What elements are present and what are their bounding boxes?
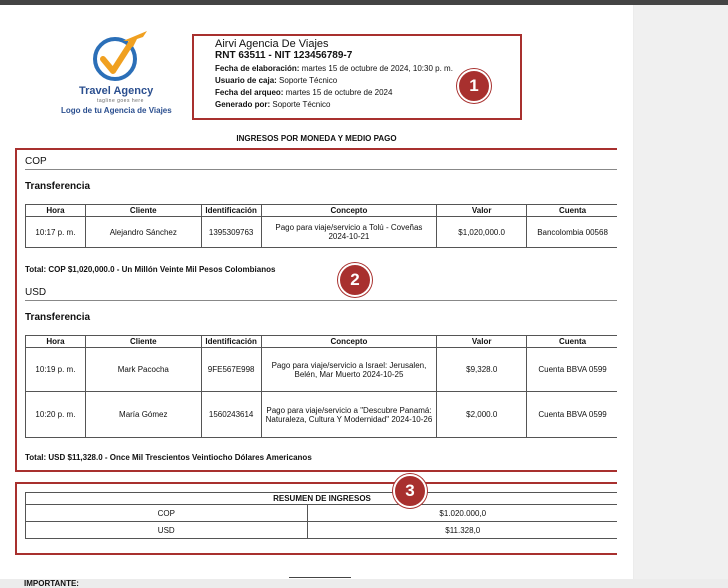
- col-hora: Hora: [26, 336, 86, 348]
- audit-date-value: martes 15 de octubre de 2024: [285, 88, 393, 97]
- col-identificacion: Identificación: [201, 205, 261, 217]
- elaboration-date: [215, 64, 453, 73]
- cell-hora: 10:19 p. m.: [26, 348, 86, 392]
- divider: [25, 300, 619, 301]
- col-hora: Hora: [26, 205, 86, 217]
- plane-globe-icon: [93, 29, 153, 85]
- cell-concepto: Pago para viaje/servicio a Israel: Jerusalen, Belén, Mar Muerto 2024-10-25: [261, 348, 437, 392]
- summary-currency: USD: [26, 522, 308, 539]
- agency-logo: [55, 29, 185, 121]
- usd-method: Transferencia: [25, 312, 91, 323]
- table-row: [26, 505, 619, 522]
- table-row: [26, 217, 619, 248]
- table-row: [26, 392, 619, 438]
- cell-hora: 10:17 p. m.: [26, 217, 86, 248]
- cell-cuenta: Cuenta BBVA 0599: [527, 392, 619, 438]
- cell-cliente: María Gómez: [85, 392, 201, 438]
- audit-date: [215, 88, 392, 97]
- cell-id: 9FE567E998: [201, 348, 261, 392]
- usd-total: Total: USD $11,328.0 - Once Mil Trescientos Veintiocho Dólares Americanos: [25, 453, 312, 462]
- cell-id: 1560243614: [201, 392, 261, 438]
- income-summary-section: [15, 482, 628, 555]
- cashier-user-value: Soporte Técnico: [279, 76, 338, 85]
- audit-date-label: Fecha del arqueo:: [215, 88, 284, 97]
- side-panel: [634, 5, 728, 579]
- cell-cliente: Mark Pacocha: [85, 348, 201, 392]
- generated-by-value: Soporte Técnico: [272, 100, 331, 109]
- vertical-scrollbar[interactable]: [617, 5, 633, 579]
- col-valor: Valor: [437, 205, 527, 217]
- cell-valor: $1,020,000.0: [437, 217, 527, 248]
- cashier-user: [215, 76, 337, 85]
- col-cliente: Cliente: [85, 336, 201, 348]
- badge-2: 2: [338, 263, 372, 297]
- badge-3: 3: [393, 474, 427, 508]
- cell-concepto: Pago para viaje/servicio a "Descubre Panamá: Naturaleza, Cultura Y Modernidad" 2024-10-26: [261, 392, 437, 438]
- logo-caption: Logo de tu Agencia de Viajes: [61, 106, 172, 115]
- table-header-row: [26, 336, 619, 348]
- col-concepto: Concepto: [261, 205, 437, 217]
- cell-id: 1395309763: [201, 217, 261, 248]
- document-page: [0, 5, 633, 588]
- table-row: [26, 348, 619, 392]
- cell-cliente: Alejandro Sánchez: [85, 217, 201, 248]
- badge-1: 1: [457, 69, 491, 103]
- cashier-user-label: Usuario de caja:: [215, 76, 277, 85]
- col-concepto: Concepto: [261, 336, 437, 348]
- cop-total: Total: COP $1,020,000.0 - Un Millón Veinte Mil Pesos Colombianos: [25, 265, 276, 274]
- summary-table: [25, 492, 619, 539]
- cell-concepto: Pago para viaje/servicio a Tolú - Coveñas 2024-10-21: [261, 217, 437, 248]
- table-row: [26, 522, 619, 539]
- cop-method: Transferencia: [25, 181, 91, 192]
- usd-table: [25, 335, 619, 438]
- company-name: Airvi Agencia De Viajes: [215, 38, 329, 50]
- cell-hora: 10:20 p. m.: [26, 392, 86, 438]
- summary-currency: COP: [26, 505, 308, 522]
- cell-cuenta: Cuenta BBVA 0599: [527, 348, 619, 392]
- cell-valor: $9,328.0: [437, 348, 527, 392]
- col-identificacion: Identificación: [201, 336, 261, 348]
- currency-usd-heading: USD: [25, 287, 47, 298]
- generated-by-label: Generado por:: [215, 100, 271, 109]
- summary-header-row: [26, 493, 619, 505]
- generated-by: [215, 100, 330, 109]
- col-cliente: Cliente: [85, 205, 201, 217]
- table-header-row: [26, 205, 619, 217]
- elaboration-date-label: Fecha de elaboración:: [215, 64, 300, 73]
- col-cuenta: Cuenta: [527, 336, 619, 348]
- summary-amount: $1.020.000,0: [307, 505, 619, 522]
- cop-table: [25, 204, 619, 248]
- logo-title: Travel Agency: [79, 85, 154, 97]
- divider: [25, 169, 619, 170]
- cell-valor: $2,000.0: [437, 392, 527, 438]
- col-valor: Valor: [437, 336, 527, 348]
- summary-amount: $11.328,0: [307, 522, 619, 539]
- col-cuenta: Cuenta: [527, 205, 619, 217]
- logo-tagline: tagline goes here: [97, 98, 144, 104]
- important-heading: IMPORTANTE:: [24, 579, 79, 588]
- cell-cuenta: Bancolombia 00568: [527, 217, 619, 248]
- elaboration-date-value: martes 15 de octubre de 2024, 10:30 p. m.: [301, 64, 453, 73]
- rnt-nit: RNT 63511 - NIT 123456789-7: [215, 50, 353, 61]
- summary-title: RESUMEN DE INGRESOS: [26, 493, 619, 505]
- section-title: INGRESOS POR MONEDA Y MEDIO PAGO: [236, 134, 397, 143]
- signature-line: [289, 577, 351, 578]
- income-by-currency-section: [15, 148, 628, 472]
- currency-cop-heading: COP: [25, 156, 47, 167]
